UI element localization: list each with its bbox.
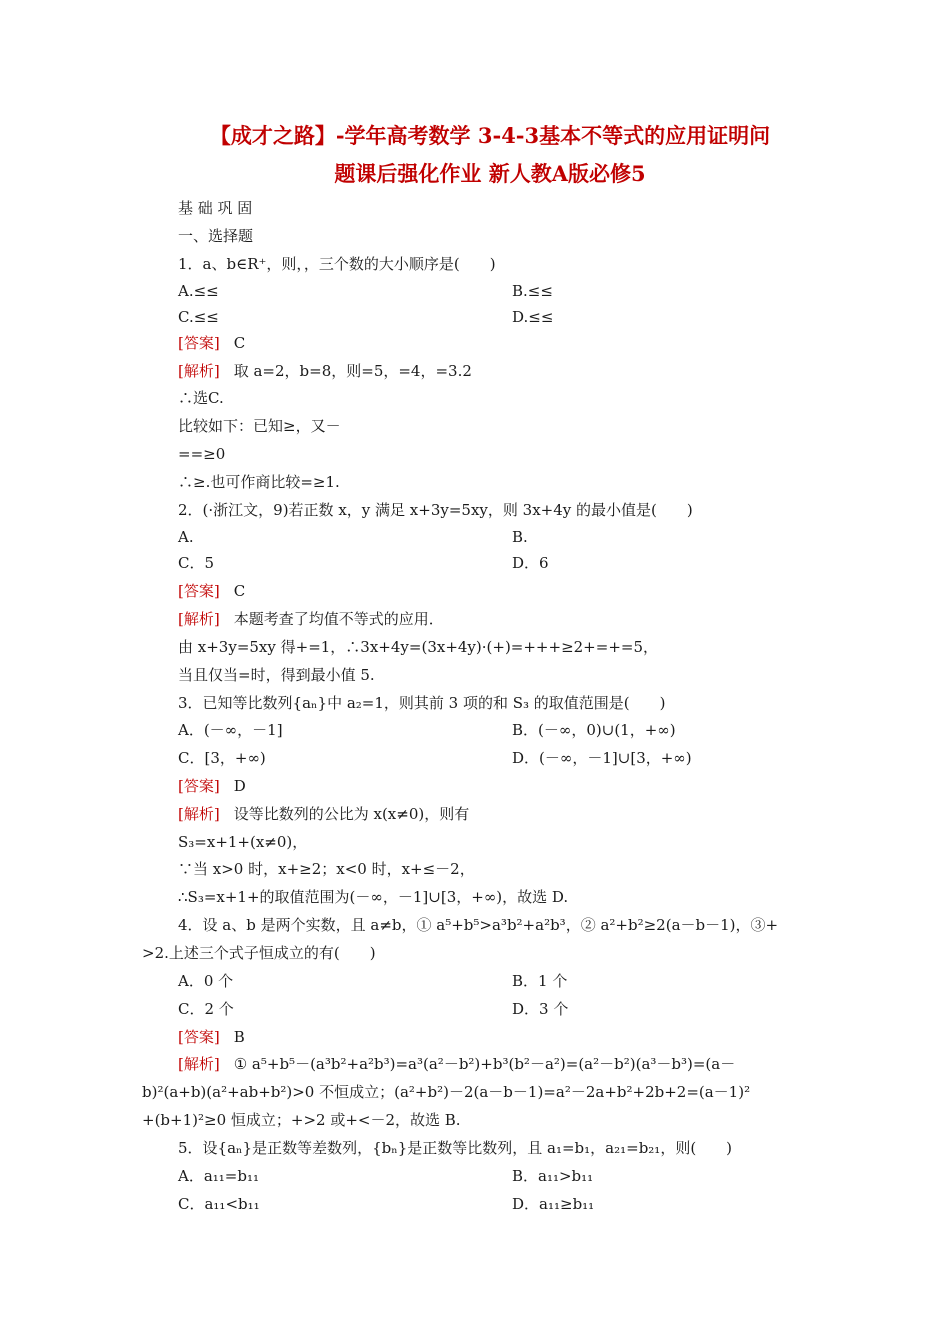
q3-analysis-line: S₃=x+1+(x≠0)， [178, 833, 308, 851]
analysis-label: [解析] [178, 362, 220, 380]
q1-option-a: A.≤≤ [178, 282, 219, 300]
q4-answer-row [178, 1027, 245, 1047]
q3-option-c: C．[3，+∞) [178, 749, 266, 767]
q4-analysis-line: +(b+1)²≥0 恒成立；+>2 或+<－2，故选 B. [142, 1111, 461, 1129]
q3-answer: D [233, 777, 246, 795]
q1-option-c: C.≤≤ [178, 308, 219, 326]
q3-analysis-line: ∵当 x>0 时，x+≥2；x<0 时，x+≤－2， [178, 860, 475, 878]
q5-option-d: D．a₁₁≥b₁₁ [512, 1195, 595, 1213]
q1-stem: 1．a、b∈R⁺，则，，三个数的大小顺序是( ) [178, 255, 496, 273]
answer-label: [答案] [178, 334, 220, 352]
q3-option-d: D．(－∞，－1]∪[3，+∞) [512, 749, 692, 767]
q5-option-a: A．a₁₁=b₁₁ [178, 1167, 259, 1185]
q2-analysis-row [178, 609, 444, 629]
q4-analysis-row [178, 1054, 735, 1074]
answer-label: [答案] [178, 777, 220, 795]
q4-analysis-line: b)²(a+b)(a²+ab+b²)>0 不恒成立；(a²+b²)－2(a－b－1)=a²－2a+b²+2b+2=(a－1)² [142, 1083, 751, 1101]
analysis-label: [解析] [178, 610, 220, 628]
q2-analysis: 本题考查了均值不等式的应用． [233, 610, 444, 628]
q4-option-c: C．2 个 [178, 1000, 234, 1018]
q3-answer-row [178, 776, 246, 796]
answer-label: [答案] [178, 1028, 220, 1046]
q4-option-d: D．3 个 [512, 1000, 569, 1018]
q4-stem-continued: >2.上述三个式子恒成立的有( ) [142, 944, 376, 962]
section-heading: 基 础 巩 固 [178, 199, 253, 217]
q2-analysis-line: 当且仅当=时，得到最小值 5. [178, 666, 375, 684]
q1-analysis-line: ∴选C. [178, 389, 224, 407]
q2-stem: 2．(·浙江文，9)若正数 x，y 满足 x+3y=5xy，则 3x+4y 的最小值是( ) [178, 501, 693, 519]
document-title-line-2: 题课后强化作业 新人教A版必修5 [334, 161, 646, 186]
q4-option-b: B．1 个 [512, 972, 568, 990]
q2-answer-row [178, 581, 245, 601]
q3-analysis: 设等比数列的公比为 x(x≠0)，则有 [233, 805, 470, 823]
q1-analysis-line: ==≥0 [178, 445, 226, 463]
q3-option-b: B．(－∞，0)∪(1，+∞) [512, 721, 676, 739]
q3-option-a: A．(－∞，－1] [178, 721, 283, 739]
q5-option-c: C．a₁₁<b₁₁ [178, 1195, 260, 1213]
q2-option-c: C．5 [178, 554, 215, 572]
answer-label: [答案] [178, 582, 220, 600]
q4-option-a: A．0 个 [178, 972, 234, 990]
q2-analysis-line: 由 x+3y=5xy 得+=1，∴3x+4y=(3x+4y)·(+)=+++≥2+=+=5， [178, 638, 659, 656]
analysis-label: [解析] [178, 1055, 220, 1073]
q1-analysis-row [178, 361, 472, 381]
q4-answer: B [233, 1028, 245, 1046]
q5-option-b: B．a₁₁>b₁₁ [512, 1167, 594, 1185]
analysis-label: [解析] [178, 805, 220, 823]
q5-stem: 5．设{aₙ}是正数等差数列，{bₙ}是正数等比数列，且 a₁=b₁，a₂₁=b₂₁，则( ) [178, 1139, 733, 1157]
q3-stem: 3．已知等比数列{aₙ}中 a₂=1，则其前 3 项的和 S₃ 的取值范围是( ) [178, 694, 666, 712]
q1-answer: C [233, 334, 246, 352]
q1-analysis: 取 a=2，b=8，则=5，=4，=3.2 [233, 362, 472, 380]
q1-analysis-line: 比较如下：已知≥，又－ [178, 417, 341, 435]
q2-option-d: D．6 [512, 554, 549, 572]
q2-option-a: A. [178, 528, 194, 546]
q1-analysis-line: ∴≥.也可作商比较=≥1. [178, 473, 340, 491]
q3-analysis-row [178, 804, 469, 824]
q3-analysis-line: ∴S₃=x+1+的取值范围为(－∞，－1]∪[3，+∞)，故选 D. [178, 888, 569, 906]
q2-answer: C [233, 582, 246, 600]
section-part: 一、选择题 [178, 227, 254, 245]
q4-stem: 4．设 a、b 是两个实数，且 a≠b，① a⁵+b⁵>a³b²+a²b³，② a²+b²≥2(a－b－1)，③+ [178, 916, 779, 934]
q4-analysis: ① a⁵+b⁵－(a³b²+a²b³)=a³(a²－b²)+b³(b²－a²)=(a²－b²)(a³－b³)=(a－ [233, 1055, 736, 1073]
document-title-line-1: 【成才之路】-学年高考数学 3-4-3基本不等式的应用证明问 [209, 123, 771, 148]
q1-option-d: D.≤≤ [512, 308, 554, 326]
q1-option-b: B.≤≤ [512, 282, 553, 300]
q1-answer-row [178, 333, 245, 353]
q2-option-b: B. [512, 528, 528, 546]
